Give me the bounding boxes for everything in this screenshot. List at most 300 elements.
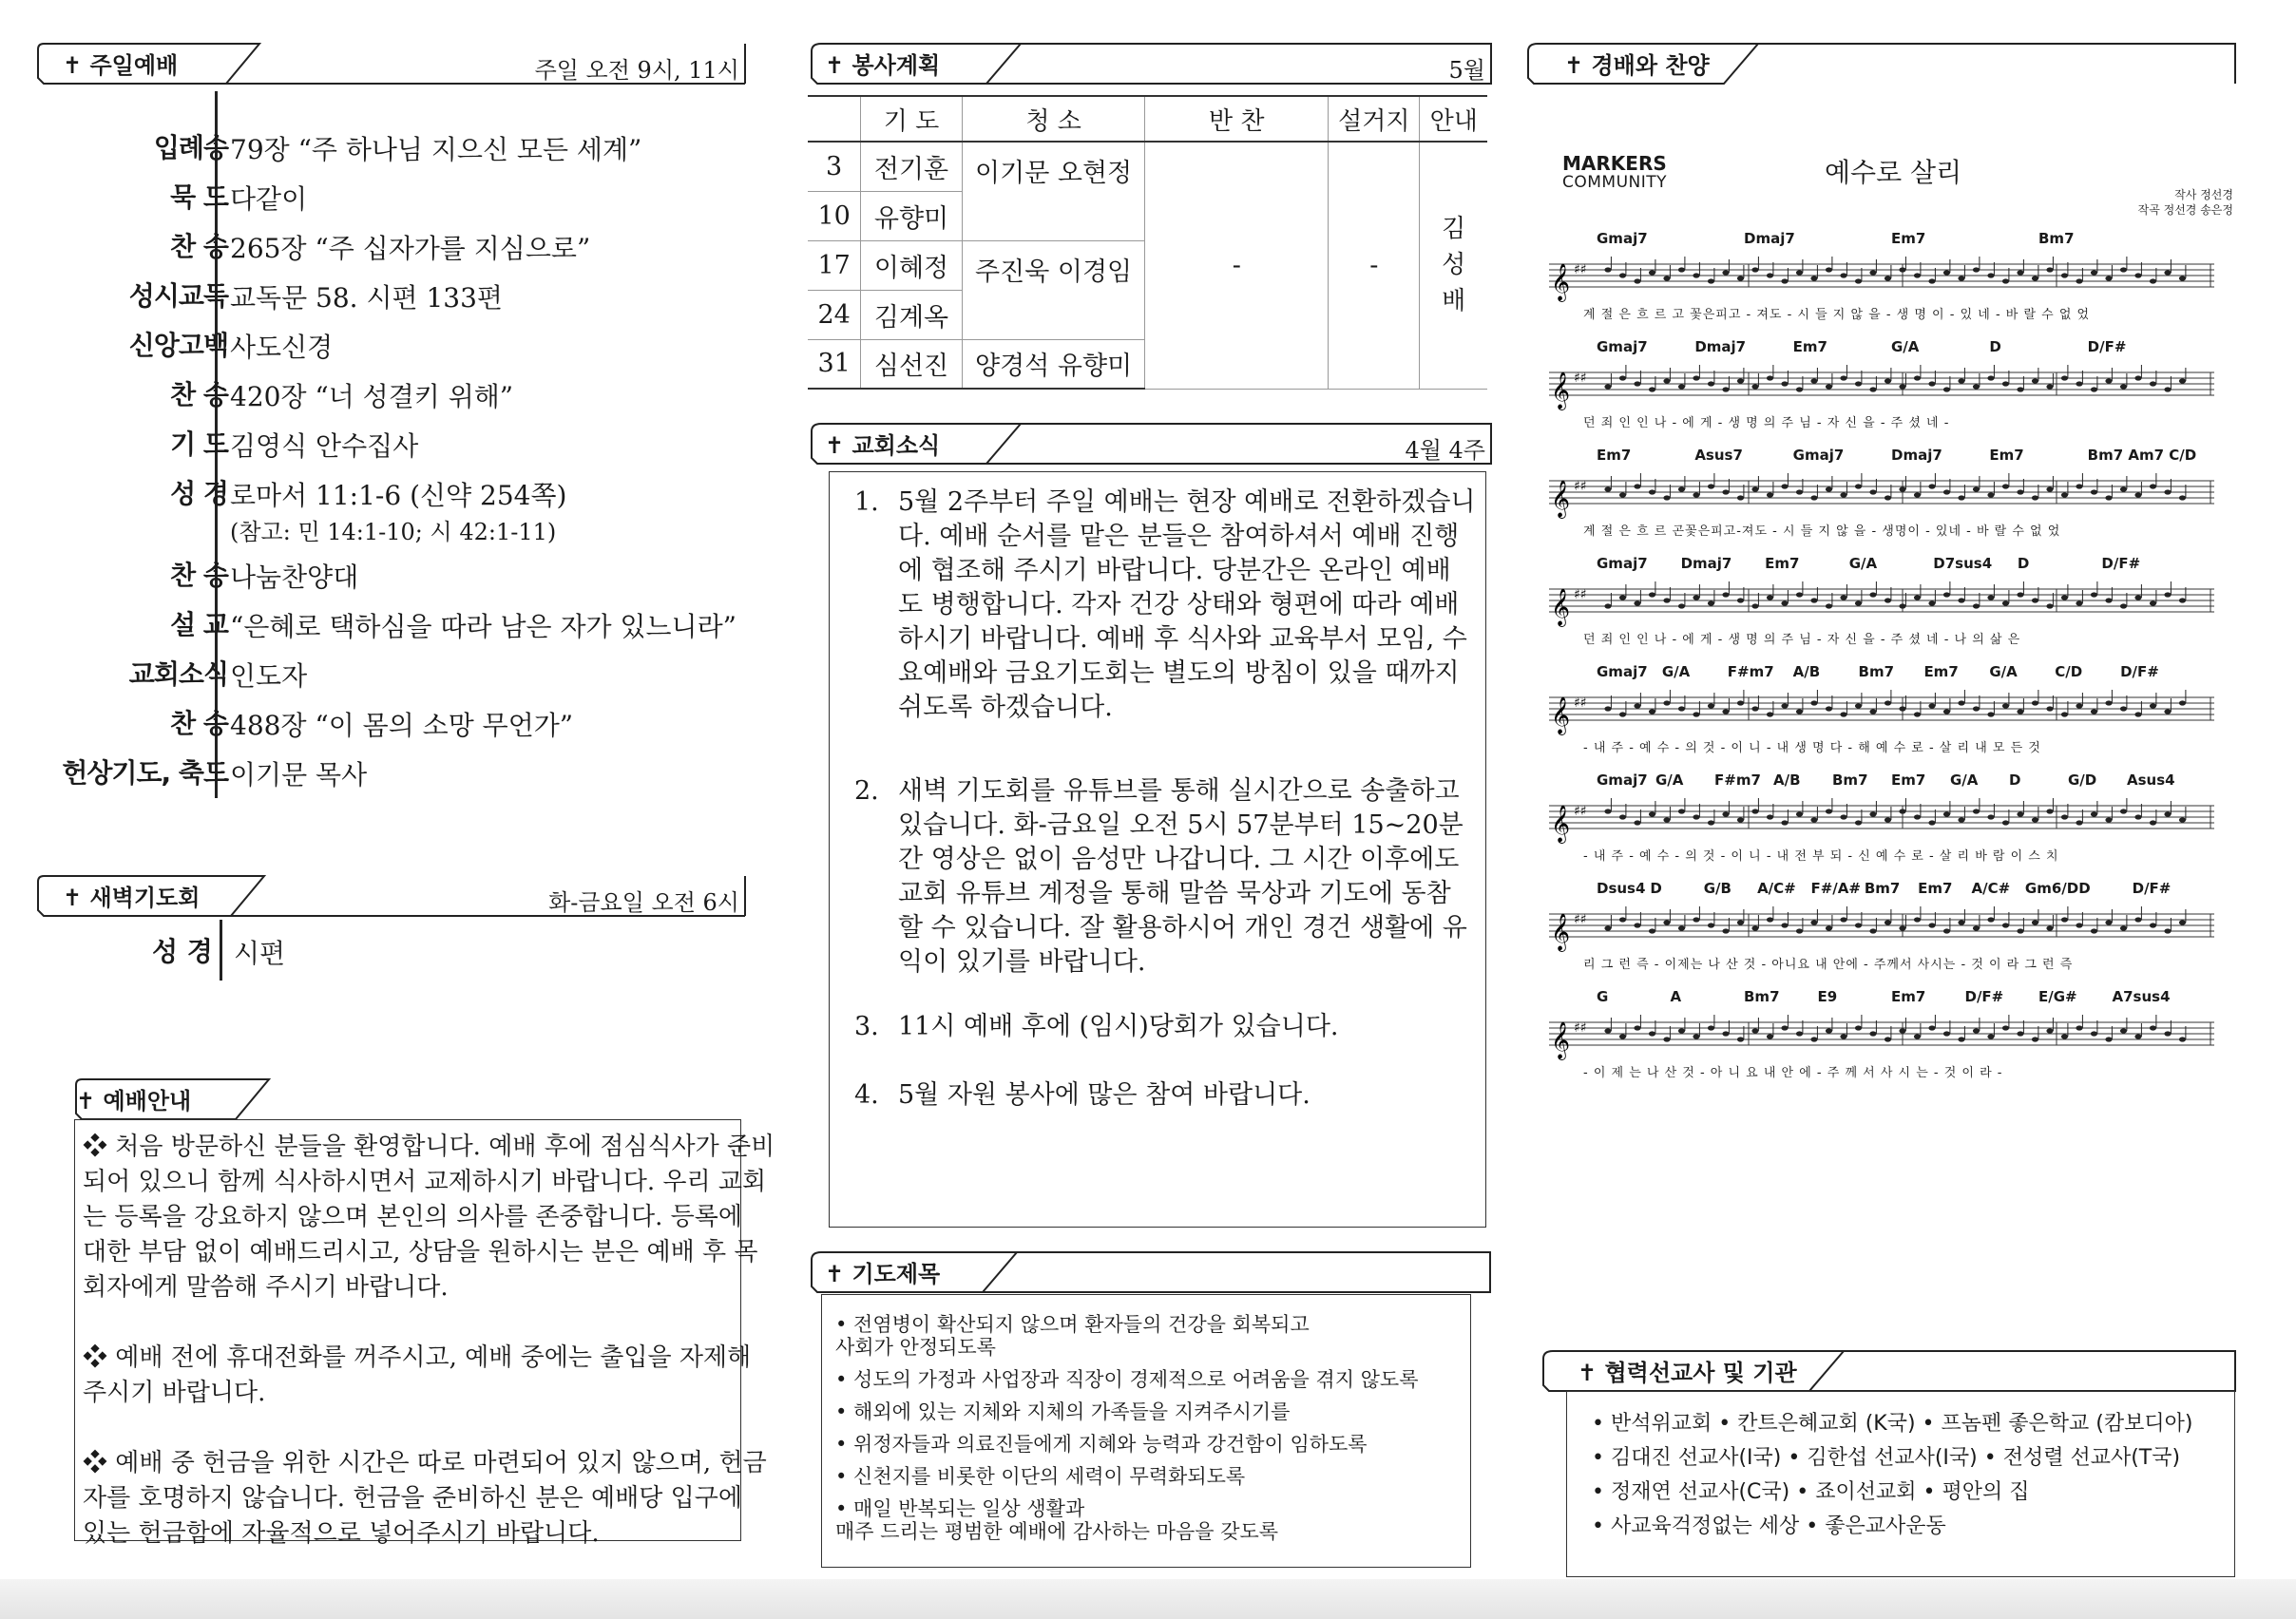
note-head [2134, 1034, 2141, 1038]
chord-symbol: A7sus4 [2112, 988, 2171, 1005]
page-bottom-edge [0, 1579, 2296, 1619]
service-item [29, 321, 751, 371]
news-line: 교회 유튜브 계정을 통해 말씀 묵상과 기도에 동참 [898, 879, 1451, 908]
chord-symbol: E9 [1817, 988, 1838, 1005]
prayer-topic-line: • 신천지를 비롯한 이단의 세력이 무력화되도록 [835, 1465, 1246, 1488]
note-head [2120, 267, 2127, 272]
note-head [2076, 923, 2082, 927]
note-head [1840, 814, 1846, 819]
logo-line-2: COMMUNITY [1562, 173, 1668, 192]
news-item-number: 4. [854, 1080, 879, 1110]
partner-line: • 사교육걱정없는 세상 • 좋은교사운동 [1592, 1514, 1946, 1538]
note-head [2076, 484, 2082, 488]
news-line: 할 수 있습니다. 잘 활용하시어 개인 경건 생활에 유 [898, 913, 1467, 943]
service-item-label: 기 도 [170, 429, 228, 460]
side-dish-cell: - [1145, 142, 1329, 389]
note-head [1943, 811, 1950, 816]
note-head [2179, 700, 2186, 705]
dawn-scripture-label: 성 경 [152, 936, 213, 967]
service-item-value: 로마서 11:1-6 (신약 254쪽) [230, 480, 567, 511]
note-head [1796, 928, 1803, 933]
note-head [1885, 1037, 1891, 1041]
guide-line: ❖ 예배 중 헌금을 위한 시간은 따로 마련되어 있지 않으며, 헌금 [83, 1449, 767, 1477]
chord-symbol: Bm7 [1864, 880, 1901, 897]
note-head [2179, 598, 2186, 602]
note-head [1619, 492, 1626, 497]
lyric-line: 던 죄 인 인 나 - 에 게 - 생 명 의 주 님 - 자 신 을 - 주 셨 네 - [1583, 416, 1950, 430]
news-week: 4월 4주 [1405, 437, 1485, 464]
note-head [2105, 1037, 2112, 1041]
note-head [2091, 387, 2097, 391]
note-head [1663, 598, 1670, 602]
chord-symbol: G/A [1661, 663, 1691, 680]
cleaning-cell: 주진욱 이경임 [962, 240, 1145, 339]
note-head [1899, 706, 1905, 711]
service-item [29, 124, 751, 173]
note-head [2002, 600, 2009, 605]
note-head [1751, 1028, 1758, 1033]
chord-symbol: Gmaj7 [1597, 230, 1648, 247]
service-item [29, 371, 751, 420]
note-head [1649, 489, 1655, 494]
note-head [1885, 378, 1891, 383]
note-head [2105, 817, 2112, 822]
note-head [1840, 492, 1846, 497]
service-item-label: 성시교독 [128, 280, 228, 312]
music-staff [1549, 471, 2214, 519]
note-head [2179, 920, 2186, 924]
staff-system [1549, 447, 2214, 551]
note-head [1928, 381, 1935, 386]
chord-symbol: Dmaj7 [1891, 447, 1942, 464]
service-item-label: 성 경 [170, 478, 228, 509]
note-head [2046, 603, 2053, 608]
note-head [1796, 1031, 1803, 1036]
note-head [2150, 923, 2156, 927]
note-head [2061, 595, 2068, 600]
chord-symbol: G [1597, 988, 1609, 1005]
note-head [1634, 381, 1640, 386]
note-head [1810, 700, 1817, 705]
chord-symbol: Bm7 [2038, 230, 2075, 247]
note-head [1987, 814, 1994, 819]
treble-clef-icon: 𝄞 [1551, 696, 1571, 734]
note-head [1885, 817, 1891, 822]
chord-symbol: Gmaj7 [1792, 447, 1845, 464]
service-item-label: 묵 도 [170, 181, 228, 213]
note-head [1649, 270, 1655, 275]
note-head [1943, 1031, 1950, 1036]
chord-symbol: D/F# [2120, 663, 2159, 680]
note-head [1663, 378, 1670, 383]
guide-line: ❖ 예배 전에 휴대전화를 꺼주시고, 예배 중에는 출입을 자제해 [83, 1343, 752, 1372]
note-head [1869, 811, 1876, 816]
music-staff [1549, 1013, 2214, 1060]
service-item-label: 설 교 [170, 609, 228, 640]
logo-line-1: MARKERS [1562, 152, 1667, 175]
chord-symbol: Bm7 Am7 C/D [2087, 447, 2197, 464]
note-head [1649, 928, 1655, 933]
note-head [1885, 276, 1891, 280]
note-head [1619, 712, 1626, 716]
service-item-label: 교회소식 [128, 658, 228, 690]
chord-symbol: Dmaj7 [1694, 338, 1747, 355]
lyric-line: 계 절 은 흐 르 곤꽃은피고-져도 - 시 들 지 않 을 - 생명이 - 있네 - 바 랄 수 없 었 [1583, 524, 2061, 539]
church-news-header [787, 420, 1495, 464]
chord-symbol: G/A [1989, 663, 2018, 680]
note-head [1678, 706, 1685, 711]
note-head [1604, 809, 1611, 813]
service-item [29, 650, 751, 699]
note-head [1973, 706, 1980, 711]
chord-symbol: Em7 [1765, 555, 1800, 572]
note-head [1928, 1025, 1935, 1030]
note-head [2179, 378, 2186, 383]
section-title: ✝ 교회소식 [825, 432, 941, 459]
note-head [2105, 920, 2112, 924]
note-head [2091, 811, 2097, 816]
note-head [1649, 1031, 1655, 1036]
note-head [1973, 603, 1980, 608]
note-head [2076, 600, 2082, 605]
guide-char: 성 [1442, 251, 1466, 280]
note-head [1619, 375, 1626, 380]
chord-symbol: A/C# [1757, 880, 1796, 897]
note-head [1604, 267, 1611, 272]
note-head [2032, 598, 2038, 602]
note-head [1751, 486, 1758, 491]
note-head [1649, 592, 1655, 597]
note-head [1634, 820, 1640, 825]
note-head [2002, 923, 2009, 927]
note-head [2120, 486, 2127, 491]
chord-symbol: Em7 [1792, 338, 1827, 355]
note-head [2061, 1034, 2068, 1038]
note-head [1914, 814, 1921, 819]
note-head [1840, 712, 1846, 716]
note-head [1826, 706, 1832, 711]
staff-system [1549, 555, 2214, 659]
sheet-music [1549, 143, 2233, 1102]
note-head [1943, 709, 1950, 714]
section-title: ✝ 협력선교사 및 기관 [1578, 1360, 1797, 1386]
note-head [1737, 817, 1744, 822]
note-head [2150, 381, 2156, 386]
col-prayer: 기 도 [861, 96, 962, 142]
service-item-value: 사도신경 [230, 332, 334, 363]
note-head [1796, 709, 1803, 714]
note-head [1899, 1028, 1905, 1033]
note-head [1928, 600, 1935, 605]
note-head [1708, 923, 1714, 927]
note-head [1796, 811, 1803, 816]
chord-symbol: Gmaj7 [1597, 663, 1648, 680]
music-staff [1549, 363, 2214, 410]
plan-month: 5월 [1448, 57, 1485, 84]
note-head [1781, 484, 1788, 488]
service-item-label: 신앙고백 [128, 330, 228, 361]
section-title: ✝ 예배안내 [76, 1088, 192, 1114]
note-head [2017, 1031, 2023, 1036]
note-head [1722, 489, 1729, 494]
partner-line: • 반석위교회 • 칸트은혜교회 (K국) • 프놈펜 좋은학교 (캄보디아) [1592, 1412, 2193, 1436]
col-cleaning: 청 소 [962, 96, 1145, 142]
note-head [2032, 700, 2038, 705]
note-head [1885, 920, 1891, 924]
note-head [1619, 917, 1626, 922]
note-head [1796, 387, 1803, 391]
service-item [29, 749, 751, 798]
note-head [2150, 484, 2156, 488]
prayer-cell: 이혜정 [861, 240, 962, 290]
guide-line: 회자에게 말씀해 주시기 바랍니다. [83, 1273, 449, 1302]
note-head [2105, 276, 2112, 280]
chord-symbol: D [1650, 880, 1662, 897]
note-head [1810, 920, 1817, 924]
note-head [1751, 706, 1758, 711]
note-head [1973, 267, 1980, 272]
prayer-topic-line: • 해외에 있는 지체와 지체의 가족들을 지켜주시기를 [835, 1400, 1291, 1423]
note-head [1634, 600, 1640, 605]
chord-symbol: Bm7 [1832, 771, 1868, 789]
note-head [1869, 387, 1876, 391]
guide-line: 자를 호명하지 않습니다. 헌금을 준비하신 분은 예배당 입구에 [83, 1484, 743, 1513]
note-head [1751, 603, 1758, 608]
note-head [1781, 381, 1788, 386]
note-head [1604, 925, 1611, 930]
chord-symbol: Em7 [1918, 880, 1953, 897]
note-head [2164, 811, 2171, 816]
note-head [1737, 700, 1744, 705]
note-head [2061, 492, 2068, 497]
note-head [2105, 378, 2112, 383]
chord-symbol: G/D [2068, 771, 2097, 789]
note-head [2046, 925, 2053, 930]
news-line: 에 협조해 주시기 바랍니다. 당분간은 온라인 예배 [898, 556, 1451, 585]
note-head [2046, 809, 2053, 813]
note-head [2002, 820, 2009, 825]
service-plan-header [787, 40, 1495, 84]
note-head [1958, 378, 1964, 383]
note-head [1604, 1028, 1611, 1033]
note-head [2061, 712, 2068, 716]
note-head [1604, 486, 1611, 491]
note-head [1810, 378, 1817, 383]
partner-line: • 김대진 선교사(I국) • 김한섭 선교사(I국) • 전성렬 선교사(T국) [1592, 1446, 2181, 1470]
note-head [2032, 378, 2038, 383]
note-head [1840, 1034, 1846, 1038]
treble-clef-icon: 𝄞 [1551, 913, 1571, 951]
note-head [1914, 375, 1921, 380]
note-head [1634, 484, 1640, 488]
guide-char: 배 [1442, 287, 1466, 316]
note-head [2164, 709, 2171, 714]
note-head [1663, 817, 1670, 822]
prayer-cell: 심선진 [861, 339, 962, 389]
note-head [1855, 484, 1862, 488]
note-head [1781, 703, 1788, 708]
service-item-label: 헌상기도, 축도 [62, 757, 228, 789]
note-head [1663, 920, 1670, 924]
service-item [29, 551, 751, 600]
note-head [1899, 809, 1905, 813]
note-head [1604, 384, 1611, 389]
partners-box [1566, 1391, 2235, 1577]
chord-symbol: F#/A# [1810, 880, 1861, 897]
note-head [1722, 387, 1729, 391]
note-head [1840, 917, 1846, 922]
note-head [1885, 598, 1891, 602]
note-head [2046, 486, 2053, 491]
note-head [2105, 598, 2112, 602]
note-head [2076, 278, 2082, 283]
music-staff [1549, 796, 2214, 844]
note-head [2134, 375, 2141, 380]
chord-symbol: Gm6/D [2024, 880, 2079, 897]
news-item-number: 1. [854, 487, 879, 517]
date-cell: 17 [808, 240, 861, 290]
note-head [1987, 375, 1994, 380]
note-head [2017, 489, 2023, 494]
guide-char: 김 [1442, 215, 1466, 244]
chord-symbol: Asus7 [1694, 447, 1743, 464]
note-head [1855, 703, 1862, 708]
service-plan-table [808, 95, 1487, 390]
note-head [1693, 814, 1699, 819]
note-head [2091, 489, 2097, 494]
service-item-value: 이기문 목사 [230, 759, 368, 790]
note-head [2179, 1037, 2186, 1041]
guide-line: 되어 있으니 함께 식사하시면서 교제하시기 바랍니다. 우리 교회 [83, 1168, 767, 1196]
news-line: 하시기 바랍니다. 예배 후 식사와 교육부서 모임, 수 [898, 624, 1467, 654]
prayer-topic-line: • 전염병이 확산되지 않으며 환자들의 건강을 회복되고 [835, 1313, 1310, 1336]
note-head [1663, 276, 1670, 280]
note-head [2120, 809, 2127, 813]
chord-symbol: G/A [1848, 555, 1878, 572]
note-head [1796, 592, 1803, 597]
note-head [1796, 270, 1803, 275]
news-line: 간 영상은 없이 음성만 나갑니다. 그 시간 이후에도 [898, 845, 1460, 874]
note-head [1810, 817, 1817, 822]
staff-system [1549, 880, 2214, 984]
note-head [1855, 600, 1862, 605]
note-head [2179, 276, 2186, 280]
note-head [1708, 820, 1714, 825]
note-head [2091, 270, 2097, 275]
note-head [2091, 592, 2097, 597]
note-head [1649, 709, 1655, 714]
service-item [29, 420, 751, 469]
note-head [2179, 495, 2186, 500]
cleaning-cell: 양경석 유향미 [962, 339, 1145, 389]
note-head [2076, 381, 2082, 386]
section-title: ✝ 봉사계획 [825, 52, 941, 79]
note-head [1693, 917, 1699, 922]
note-head [1973, 809, 1980, 813]
prayer-cell: 김계옥 [861, 290, 962, 339]
col-date [808, 96, 861, 142]
note-head [1678, 925, 1685, 930]
note-head [1810, 276, 1817, 280]
prayer-topic-line: • 매일 반복되는 일상 생활과 [835, 1497, 1085, 1520]
note-head [1928, 923, 1935, 927]
service-item-label: 찬 송 [170, 231, 228, 262]
note-head [1810, 598, 1817, 602]
note-head [1840, 273, 1846, 277]
chord-symbol: G/A [1950, 771, 1979, 789]
note-head [1987, 917, 1994, 922]
note-head [1708, 600, 1714, 605]
key-signature-icon: ♯♯ [1574, 1020, 1587, 1036]
date-cell: 24 [808, 290, 861, 339]
note-head [2046, 1028, 2053, 1033]
news-item-text [898, 774, 1487, 980]
chord-symbol: D/F# [2101, 555, 2141, 572]
note-head [1987, 492, 1994, 497]
note-head [2032, 920, 2038, 924]
chord-symbol: D [1989, 338, 2001, 355]
song-title: 예수로 살리 [1825, 157, 1962, 188]
note-head [2164, 489, 2171, 494]
note-head [2120, 925, 2127, 930]
note-head [2032, 276, 2038, 280]
note-head [1973, 384, 1980, 389]
note-head [1767, 712, 1773, 716]
news-item-text [898, 1078, 1487, 1113]
prayer-topics-header [791, 1248, 1494, 1292]
note-head [2017, 928, 2023, 933]
chord-symbol: Bm7 [1744, 988, 1780, 1005]
news-line: 5월 2주부터 주일 예배는 현장 예배로 전환하겠습니 [898, 487, 1476, 517]
note-head [2150, 1025, 2156, 1030]
note-head [1767, 375, 1773, 380]
note-head [2134, 492, 2141, 497]
chord-symbol: Em7 [1597, 447, 1632, 464]
note-head [1958, 700, 1964, 705]
note-head [1958, 598, 1964, 602]
chord-symbol: D [2009, 771, 2021, 789]
lyric-line: - 이 제 는 나 산 것 - 아 니 요 내 안 에 - 주 께 서 사 시 는 - 것 이 라 - [1583, 1066, 2003, 1080]
note-head [1767, 1034, 1773, 1038]
guide-paragraph [83, 1341, 752, 1411]
news-item-text [898, 486, 1487, 725]
note-head [1855, 1025, 1862, 1030]
note-head [1928, 703, 1935, 708]
news-line: 새벽 기도회를 유튜브를 통해 실시간으로 송출하고 [898, 776, 1460, 806]
note-head [2017, 709, 2023, 714]
service-item [29, 699, 751, 749]
chord-symbol: G/A [1655, 771, 1684, 789]
lyric-line: 리 그 런 즉 - 이제는 나 산 것 - 아니요 내 안에 - 주께서 사시는 - 것 이 라 그 런 즉 [1583, 958, 2074, 972]
note-head [1928, 820, 1935, 825]
service-item-value: 인도자 [230, 660, 308, 692]
note-head [1634, 703, 1640, 708]
note-head [2091, 1031, 2097, 1036]
note-head [1869, 592, 1876, 597]
note-head [1722, 928, 1729, 933]
key-signature-icon: ♯♯ [1574, 262, 1587, 277]
news-line: 다. 예배 순서를 맡은 분들은 참여하셔서 예배 진행 [898, 522, 1460, 551]
chord-symbol: Asus4 [2127, 771, 2175, 789]
chord-symbol: Gmaj7 [1597, 338, 1648, 355]
note-head [1928, 484, 1935, 488]
note-head [1767, 492, 1773, 497]
note-head [1663, 700, 1670, 705]
chord-symbol: A/C# [1971, 880, 2011, 897]
note-head [1973, 486, 1980, 491]
note-head [1678, 384, 1685, 389]
note-head [1619, 273, 1626, 277]
